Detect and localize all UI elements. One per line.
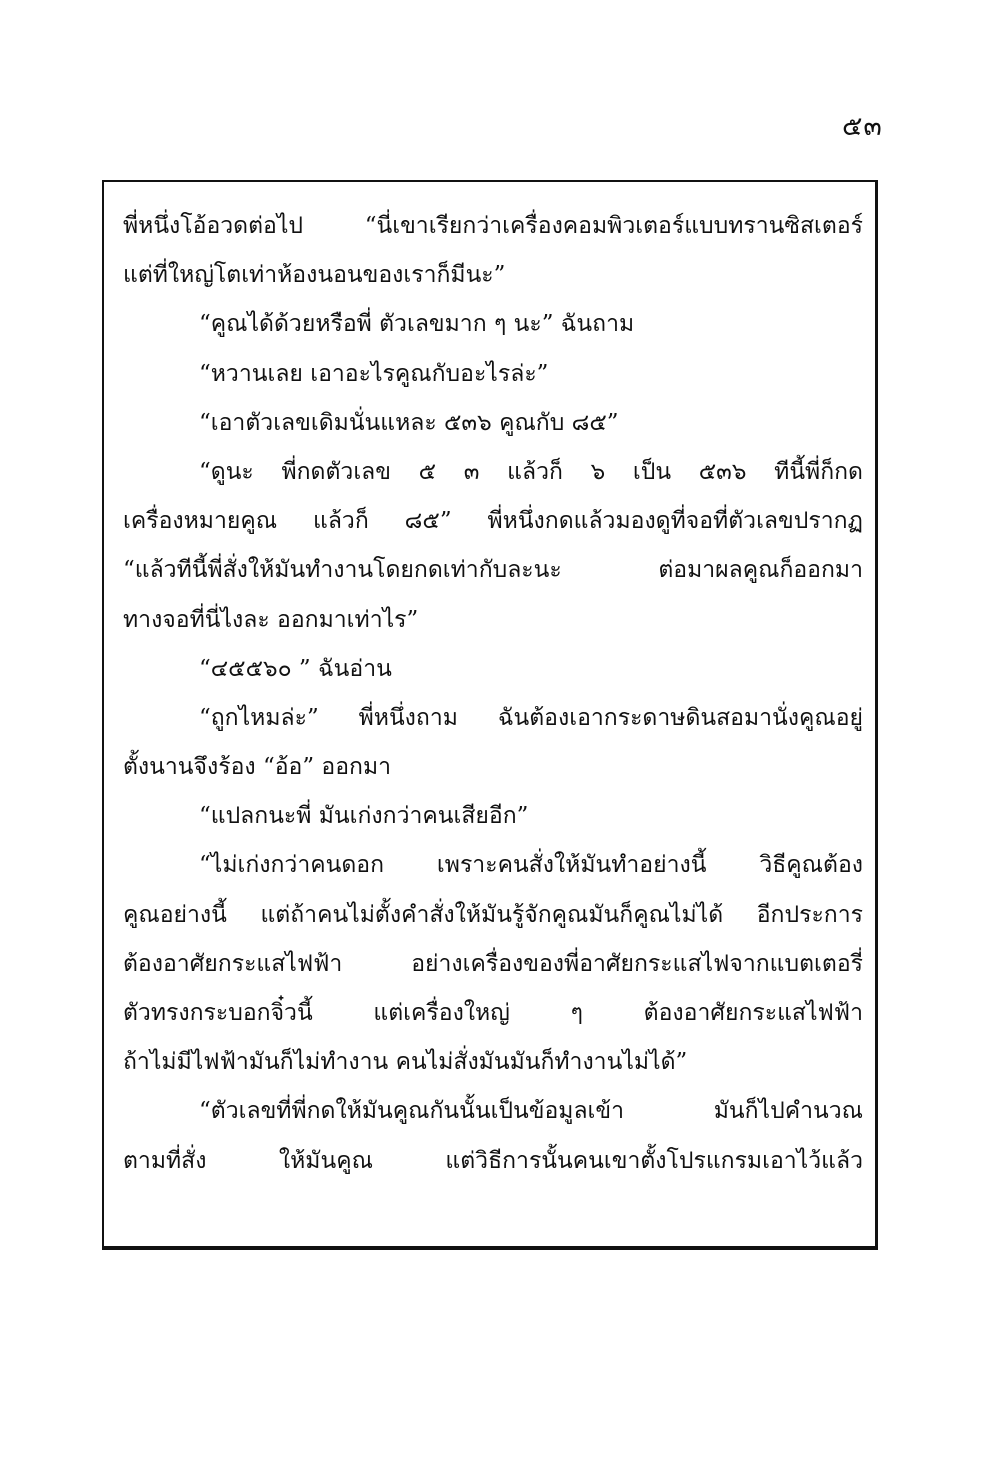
text-line: คูณอย่างนี้ แต่ถ้าคนไม่ตั้งคำสั่งให้มันรู้จักคูณมันก็คูณไม่ได้ อีกประการ	[123, 901, 863, 928]
page-number: ๕๓	[842, 111, 883, 142]
text-line: “ดูนะ พี่กดตัวเลข ๕ ๓ แล้วก็ ๖ เป็น ๕๓๖ ทีนี้พี่ก็กด	[199, 458, 863, 485]
text-line: “ถูกไหมล่ะ” พี่หนึ่งถาม ฉันต้องเอากระดาษดินสอมานั่งคูณอยู่	[199, 704, 863, 731]
text-line: ทางจอที่นี่ไงละ ออกมาเท่าไร”	[123, 606, 419, 633]
text-line: เครื่องหมายคูณ แล้วก็ ๘๕” พี่หนึ่งกดแล้วมองดูที่จอที่ตัวเลขปรากฏ	[123, 508, 863, 535]
text-line: “คูณได้ด้วยหรือพี่ ตัวเลขมาก ๆ นะ” ฉันถาม	[199, 311, 635, 338]
text-line: ต้องอาศัยกระแสไฟฟ้า อย่างเครื่องของพี่อาศัยกระแสไฟจากแบตเตอรี่	[123, 950, 863, 977]
text-line: “แล้วทีนี้พี่สั่งให้มันทำงานโดยกดเท่ากับละนะ ต่อมาผลคูณก็ออกมา	[123, 557, 863, 584]
text-line: “๔๕๕๖๐ ” ฉันอ่าน	[199, 655, 392, 682]
text-line: “ตัวเลขที่พี่กดให้มันคูณกันนั้นเป็นข้อมูลเข้า มันก็ไปคำนวณ	[199, 1098, 863, 1125]
text-line: แต่ที่ใหญ่โตเท่าห้องนอนของเราก็มีนะ”	[123, 262, 506, 289]
text-line: “ไม่เก่งกว่าคนดอก เพราะคนสั่งให้มันทำอย่างนี้ วิธีคูณต้อง	[199, 852, 863, 879]
text-line: ถ้าไม่มีไฟฟ้ามันก็ไม่ทำงาน คนไม่สั่งมันมันก็ทำงานไม่ได้”	[123, 1049, 688, 1076]
text-line: ตั้งนานจึงร้อง “อ้อ” ออกมา	[123, 754, 392, 781]
text-line: ตัวทรงกระบอกจิ๋วนี้ แต่เครื่องใหญ่ ๆ ต้องอาศัยกระแสไฟฟ้า	[123, 1000, 863, 1026]
text-frame	[102, 180, 878, 1250]
text-line: “เอาตัวเลขเดิมนั่นแหละ ๕๓๖ คูณกับ ๘๕”	[199, 409, 619, 436]
text-line: “แปลกนะพี่ มันเก่งกว่าคนเสียอีก”	[199, 803, 529, 830]
text-line: ตามที่สั่ง ให้มันคูณ แต่วิธีการนั้นคนเขาตั้งโปรแกรมเอาไว้แล้ว	[123, 1147, 863, 1174]
body-text	[123, 202, 863, 1186]
text-line: พี่หนึ่งโอ้อวดต่อไป “นี่เขาเรียกว่าเครื่องคอมพิวเตอร์แบบทรานซิสเตอร์	[123, 213, 863, 239]
text-line: “หวานเลย เอาอะไรคูณกับอะไรล่ะ”	[199, 360, 549, 387]
